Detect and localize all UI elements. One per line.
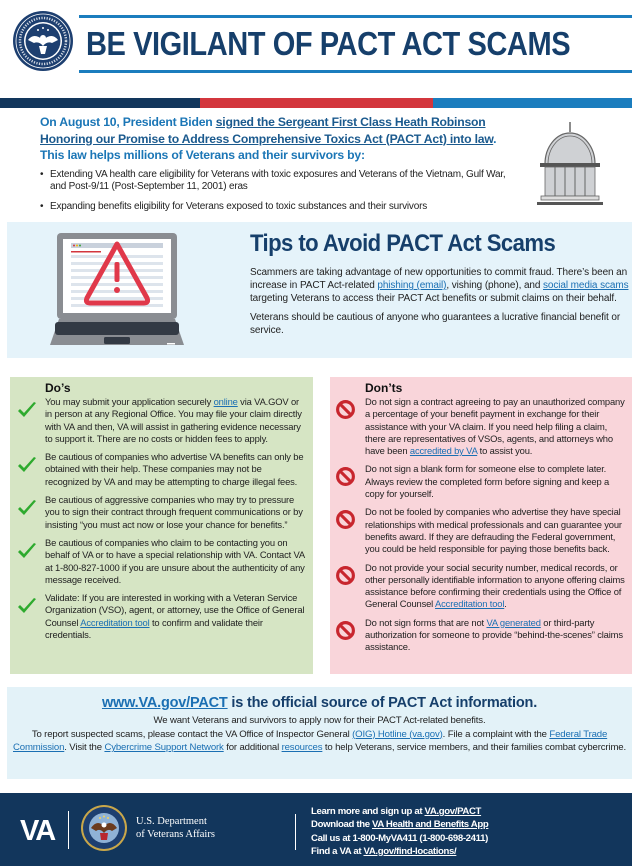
footer-text: Learn more and sign up at bbox=[311, 806, 425, 817]
donts-item-text: Do not sign a blank form for someone else to complete later. Always review the completed form before signing and keep a copy for yourself. bbox=[365, 463, 610, 500]
dos-panel bbox=[10, 377, 313, 674]
check-icon bbox=[17, 400, 37, 420]
info-text: . File a complaint with the bbox=[442, 728, 550, 740]
donts-item bbox=[330, 396, 632, 457]
dos-item-text: Be cautious of companies who claim to be contacting you on behalf of VA or to have a special relationship with VA. Contact VA at 1-800-827-1000 if you are unsure about the authenticity of any message received. bbox=[45, 536, 305, 585]
tricolor-red bbox=[200, 98, 433, 108]
info-line: We want Veterans and survivors to apply now for their PACT Act-related benefits. bbox=[153, 715, 486, 726]
department-line: U.S. Department bbox=[136, 816, 207, 827]
donts-item bbox=[330, 617, 632, 654]
header bbox=[0, 0, 632, 98]
dos-item-text: via VA.GOV or in person at any Regional Office. You may file your claim directly with VA and then, VA will assist in gathering evidence necessary to support it. There are no costs or hidden fees to apply. bbox=[45, 396, 302, 444]
prohibited-icon bbox=[335, 466, 356, 487]
tips-body bbox=[250, 266, 630, 337]
accreditation-tool-link[interactable]: Accreditation tool bbox=[435, 598, 505, 610]
dos-item bbox=[10, 451, 313, 488]
cybercrime-support-link[interactable]: Cybercrime Support Network bbox=[104, 742, 224, 753]
intro-lead-text: On August 10, President Biden bbox=[40, 115, 216, 129]
tips-title: Tips to Avoid PACT Act Scams bbox=[250, 230, 556, 257]
donts-heading: Don’ts bbox=[365, 381, 403, 395]
pact-act-link[interactable]: signed the Sergeant First Class Heath Robinson Honoring our Promise to Address Comprehensive Toxics Act (PACT Act) into law bbox=[40, 115, 494, 146]
info-text: for additional bbox=[223, 742, 282, 753]
official-source-heading bbox=[7, 695, 632, 711]
footer-text: Find a VA at bbox=[311, 845, 364, 857]
donts-item-text: Do not sign a contract agreeing to pay an unauthorized company a percentage of your benefit payment in exchange for their assistance with your VA claim. If you need help filing a claim, there are representatives of VSOs, agents, and attorneys who have been bbox=[365, 396, 625, 457]
dos-heading: Do’s bbox=[45, 381, 71, 395]
prohibited-icon bbox=[335, 509, 356, 530]
apply-online-link[interactable]: online bbox=[213, 396, 238, 407]
dos-item bbox=[10, 396, 313, 445]
accreditation-tool-link[interactable]: Accreditation tool bbox=[80, 616, 150, 628]
tricolor-bar bbox=[0, 98, 632, 108]
footer-phone: Call us at 1-800-MyVA411 (1-800-698-2411) bbox=[311, 832, 488, 844]
check-icon bbox=[17, 596, 37, 616]
footer-text: Download the bbox=[311, 819, 373, 831]
dos-item bbox=[10, 592, 313, 641]
dos-item-text: to confirm and validate their credentials. bbox=[45, 616, 263, 641]
intro-bullets bbox=[40, 169, 515, 214]
prohibited-icon bbox=[335, 620, 356, 641]
phishing-link[interactable]: phishing (email) bbox=[377, 280, 447, 291]
footer-va-gov-pact-link[interactable]: VA.gov/PACT bbox=[424, 806, 482, 817]
donts-list bbox=[330, 396, 632, 660]
info-text: to help Veterans, service members, and their families combat cybercrime. bbox=[322, 742, 626, 753]
page-title: BE VIGILANT OF PACT ACT SCAMS bbox=[86, 25, 571, 62]
footer-line bbox=[311, 805, 488, 818]
info-line bbox=[7, 728, 632, 755]
dos-item-text: Be cautious of aggressive companies who may try to pressure you to sign their contract through frequent communications or by insisting “you must act now or lose your chance for benefits.” bbox=[45, 494, 303, 530]
donts-item-text: or third-party authorization for someone to provide “behind-the-scenes” claims assistance. bbox=[365, 616, 623, 653]
footer-line bbox=[311, 818, 488, 831]
footer-divider bbox=[295, 814, 296, 850]
tips-text: targeting Veterans to access their PACT Act benefits or submit claims on their behalf. bbox=[250, 293, 617, 304]
health-benefits-app-link[interactable]: VA Health and Benefits App bbox=[372, 819, 489, 831]
donts-item-text: Do not provide your social security number, medical records, or other personally identifiable information to anyone offering claims assistance before confirming their credentials using the Office of General Counsel bbox=[365, 561, 625, 610]
tips-text: , vishing (phone), and bbox=[446, 280, 544, 291]
donts-item bbox=[330, 562, 632, 611]
donts-item-text: to assist you. bbox=[477, 445, 533, 457]
title-rule-bottom bbox=[79, 70, 632, 73]
tips-paragraph bbox=[250, 266, 630, 305]
donts-item-text: . bbox=[504, 598, 507, 610]
va-seal-color-icon bbox=[80, 804, 128, 852]
dos-item bbox=[10, 494, 313, 531]
intro-section bbox=[40, 114, 515, 220]
tips-paragraph: Veterans should be cautious of anyone who guarantees a lucrative financial benefit or service. bbox=[250, 312, 621, 336]
official-source-body bbox=[7, 714, 632, 755]
va-gov-pact-link[interactable]: www.VA.gov/PACT bbox=[101, 695, 228, 711]
prohibited-icon bbox=[335, 399, 356, 420]
resources-link[interactable]: resources bbox=[281, 742, 323, 753]
dos-item-text: Be cautious of companies who advertise VA benefits can only be obtained with their help. These companies may not be recognized by VA and may be attempting to charge illegal fees. bbox=[45, 451, 304, 487]
ftc-link[interactable]: Federal Trade Commission bbox=[13, 728, 608, 753]
footer-line bbox=[311, 845, 488, 858]
info-text: To report suspected scams, please contact the VA Office of Inspector General bbox=[31, 728, 353, 740]
tricolor-blue bbox=[433, 98, 632, 108]
laptop-warning-icon bbox=[47, 230, 187, 350]
capitol-dome-icon bbox=[535, 120, 605, 208]
tricolor-navy bbox=[0, 98, 200, 108]
dos-item-text: You may submit your application securely bbox=[45, 396, 214, 407]
va-logo: VA bbox=[20, 815, 55, 847]
tips-section bbox=[7, 222, 632, 358]
va-seal-icon bbox=[12, 10, 74, 72]
info-text: . Visit the bbox=[64, 742, 105, 753]
donts-item-text: Do not be fooled by companies who advertise they have special relationships with medical professionals and can guarantee your benefits award. If they are defrauding the Federal government, you could be held responsible for paying those benefits back. bbox=[365, 506, 622, 555]
dos-item-text: Validate: If you are interested in working with a Veteran Service Organization (VSO), agent, or attorney, use the Office of General Counsel bbox=[45, 592, 305, 628]
tips-text: Scammers are taking advantage of new opportunities to commit fraud. There’s been an increase in PACT Act-related bbox=[250, 267, 628, 291]
check-icon bbox=[17, 455, 37, 475]
find-locations-link[interactable]: VA.gov/find-locations/ bbox=[363, 845, 457, 857]
intro-bullet: • Extending VA health care eligibility for Veterans with toxic exposures and Veterans of the Vietnam, Gulf War, and Post-9/11 (Post-September 11, 2001) eras bbox=[40, 169, 515, 194]
department-name bbox=[136, 815, 215, 841]
social-media-scams-link[interactable]: social media scams bbox=[543, 280, 629, 291]
accredited-by-va-link[interactable]: accredited by VA bbox=[409, 445, 478, 457]
va-generated-link[interactable]: VA generated bbox=[486, 616, 541, 628]
donts-item-text: Do not sign forms that are not bbox=[365, 616, 487, 628]
footer bbox=[0, 793, 632, 866]
prohibited-icon bbox=[335, 565, 356, 586]
department-line: of Veterans Affairs bbox=[136, 829, 215, 840]
donts-item bbox=[330, 506, 632, 555]
check-icon bbox=[17, 498, 37, 518]
title-rule-top bbox=[79, 15, 632, 18]
footer-divider bbox=[68, 811, 69, 849]
check-icon bbox=[17, 541, 37, 561]
donts-item bbox=[330, 463, 632, 500]
intro-bullet: • Expanding benefits eligibility for Veterans exposed to toxic substances and their survivors bbox=[40, 201, 515, 214]
intro-lead-suffix: . This law helps millions of Veterans and their survivors by: bbox=[40, 131, 497, 162]
intro-lead bbox=[40, 114, 515, 164]
dos-list bbox=[10, 396, 313, 647]
footer-line bbox=[311, 832, 488, 845]
donts-panel bbox=[330, 377, 632, 674]
oig-hotline-link[interactable]: (OIG) Hotline (va.gov) bbox=[352, 728, 443, 740]
official-source-text: is the official source of PACT Act information. bbox=[227, 695, 538, 711]
official-source-section bbox=[7, 687, 632, 779]
dos-item bbox=[10, 537, 313, 586]
footer-links bbox=[311, 805, 488, 858]
